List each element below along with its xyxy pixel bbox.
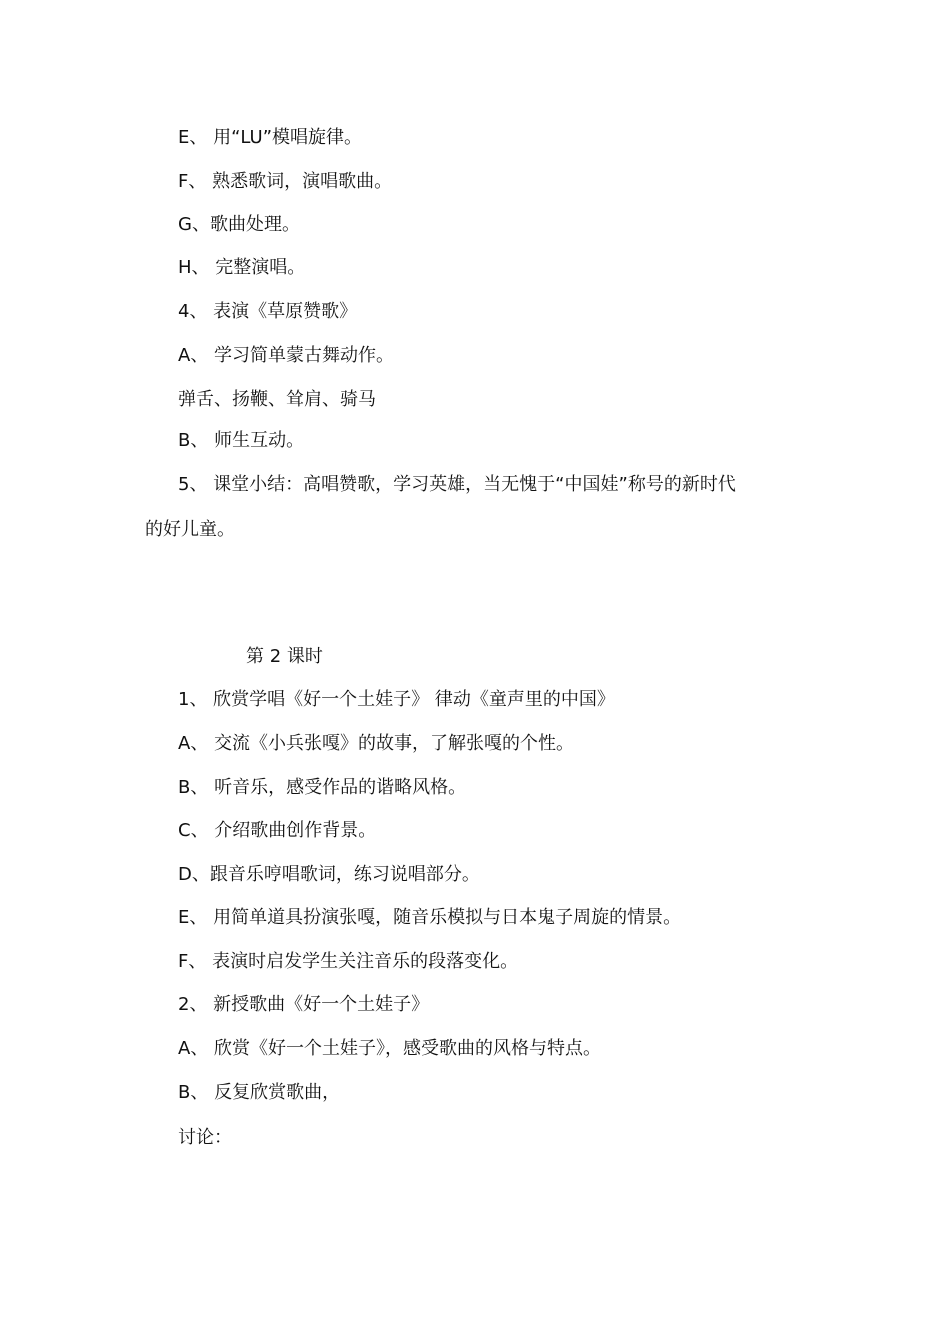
step-b-listen-music: B、 听音乐，感受作品的谐略风格。 <box>178 777 467 798</box>
step-b-repeat-listening: B、 反复欣赏歌曲， <box>178 1082 341 1103</box>
step-e-role-play: E、 用简单道具扮演张嘎，随音乐模拟与日本鬼子周旋的情景。 <box>178 907 682 928</box>
step-a-mongolian-dance: A、 学习简单蒙古舞动作。 <box>178 345 395 366</box>
step-g-song-treatment: G、歌曲处理。 <box>178 214 300 235</box>
section-5-summary: 5、 课堂小结：高唱赞歌，学习英雄，当无愧于“中国娃”称号的新时代 <box>178 474 736 495</box>
section-2-heading: 2、 新授歌曲《好一个土娃子》 <box>178 994 430 1015</box>
step-h-full-performance: H、 完整演唱。 <box>178 257 306 278</box>
step-b-interaction: B、 师生互动。 <box>178 430 305 451</box>
dance-moves-text: 弹舌、扬鞭、耸肩、骑马 <box>178 389 376 410</box>
step-e-sing-lu: E、 用“LU”模唱旋律。 <box>178 127 363 148</box>
section-1-heading: 1、 欣赏学唱《好一个土娃子》 律动《童声里的中国》 <box>178 689 615 710</box>
step-f-performance-changes: F、 表演时启发学生关注音乐的段落变化。 <box>178 951 519 972</box>
step-a-story-exchange: A、 交流《小兵张嘎》的故事，了解张嘎的个性。 <box>178 733 575 754</box>
step-a-appreciate-song: A、 欣赏《好一个土娃子》，感受歌曲的风格与特点。 <box>178 1038 602 1059</box>
lesson-2-heading: 第 2 课时 <box>246 646 323 667</box>
summary-continuation: 的好儿童。 <box>145 519 235 540</box>
step-f-learn-lyrics: F、 熟悉歌词，演唱歌曲。 <box>178 171 393 192</box>
step-d-hum-lyrics: D、跟音乐哼唱歌词，练习说唱部分。 <box>178 864 480 885</box>
step-c-background: C、 介绍歌曲创作背景。 <box>178 820 377 841</box>
section-4-heading: 4、 表演《草原赞歌》 <box>178 301 358 322</box>
discussion-label: 讨论： <box>178 1127 232 1148</box>
